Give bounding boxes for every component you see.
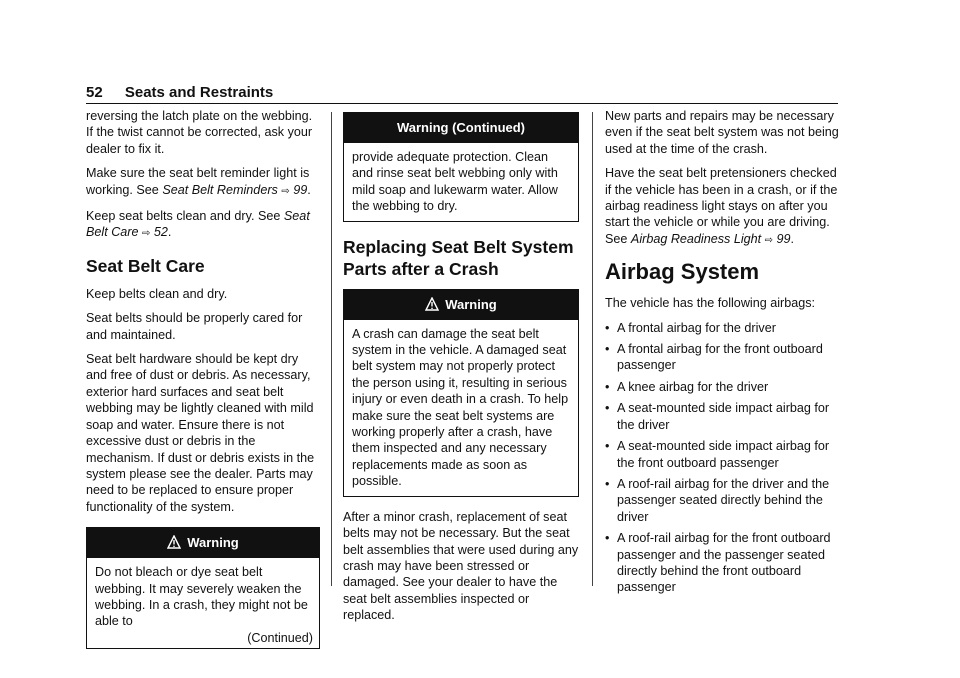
warning-header [344,290,578,320]
paragraph-text: Make sure the seat belt reminder light is working. See [86,166,310,197]
paragraph: After a minor crash, replacement of seat belts may not be necessary. But the seat belt assemblies that were used during any crash may have been stressed or damaged. See your dealer to have the seat belt assemblies inspected or replaced. [343,509,579,623]
page-ref[interactable]: 99 [293,182,308,197]
warning-box [86,527,320,649]
page-header [86,84,273,101]
warning-triangle-icon [167,535,181,549]
column-3 [605,108,841,601]
warning-header [87,528,319,558]
column-2 [343,112,579,632]
paragraph: Seat belts should be properly cared for and maintained. [86,311,303,342]
paragraph: Keep seat belts clean and dry. See Seat Belt Care ⇨ 52. [86,209,310,240]
list-item [605,476,841,525]
page-reference-arrow-icon: ⇨ [281,185,290,197]
paragraph-text: Keep seat belts clean and dry. See [86,209,284,224]
bullet-dot-icon: • [605,401,610,416]
bullet-dot-icon: • [605,439,610,454]
paragraph: Make sure the seat belt reminder light is working. See Seat Belt Reminders ⇨ 99. [86,166,311,197]
list-item-text: A seat-mounted side impact airbag for the driver [617,401,830,432]
warning-box-continued [343,112,579,222]
bullet-dot-icon: • [605,342,610,357]
warning-body: provide adequate protection. Clean and rinse seat belt webbing only with mild soap and lukewarm water. Allow the webbing to dry. [352,150,558,214]
page-ref[interactable]: 99 [776,231,791,246]
heading-seat-belt-care: Seat Belt Care [86,255,205,276]
warning-triangle-icon [425,297,439,311]
page-number: 52 [86,84,103,101]
paragraph: New parts and repairs may be necessary even if the seat belt system was not being used at the time of the crash. [605,109,839,156]
paragraph: Seat belt hardware should be kept dry and free of dust or debris. As necessary, exterior hard surfaces and seat belt webbing may be lightly cleaned with mild soap and water. Ensure there is not excessive dust or debris in the mechanism. If dust or debris exists in the system please see the dealer. Parts may need to be replaced to ensure proper functionality of the system. [86,352,315,514]
paragraph: reversing the latch plate on the webbing. If the twist cannot be corrected, ask your dealer to fix it. [86,109,313,156]
warning-body: A crash can damage the seat belt system in the vehicle. A damaged seat belt system may not properly protect the person using it, resulting in serious injury or even death in a crash. To help make sure the seat belt systems are working properly after a crash, have them inspected and any necessary replacements made as soon as possible. [352,326,569,489]
paragraph: The vehicle has the following airbags: [605,296,816,311]
bullet-dot-icon: • [605,379,610,394]
warning-header [344,113,578,143]
list-item [605,341,841,374]
header-rule [86,103,838,104]
list-item [605,320,841,336]
heading-airbag-system: Airbag System [605,259,760,285]
warning-title: Warning (Continued) [396,120,526,135]
list-item [605,530,841,596]
paragraph: Keep belts clean and dry. [86,286,228,301]
link-airbag-readiness-light[interactable]: Airbag Readiness Light [630,231,762,246]
page-reference-arrow-icon: ⇨ [142,228,151,240]
column-divider-1 [331,112,332,586]
warning-title: Warning [187,535,239,551]
heading-replacing-parts: Replacing Seat Belt System Parts after a Crash [343,236,574,279]
airbag-list [605,320,841,596]
warning-title: Warning [445,296,497,312]
list-item-text: A frontal airbag for the driver [617,320,776,335]
warning-box [343,289,579,497]
link-seat-belt-care[interactable]: Seat Belt Care [86,209,310,240]
list-item [605,400,841,433]
section-title: Seats and Restraints [124,84,274,101]
continued-label: (Continued) [247,630,313,645]
list-item-text: A roof-rail airbag for the front outboard passenger and the passenger seated directly behind the front outboard passenger [617,531,831,595]
paragraph: Have the seat belt pretensioners checked if the vehicle has been in a crash, or if the airbag readiness light stays on after you start the vehicle or while you are driving. See Airbag Readiness Light ⇨ 99. [605,166,838,246]
bullet-dot-icon: • [605,531,610,546]
paragraph-text: Have the seat belt pretensioners checked if the vehicle has been in a crash, or if the airbag readiness light stays on after you start the vehicle or while you are driving. See [605,166,838,246]
page-reference-arrow-icon: ⇨ [764,234,774,246]
list-item-text: A frontal airbag for the front outboard passenger [617,342,823,373]
list-item-text: A knee airbag for the driver [617,379,769,394]
column-divider-2 [592,112,593,586]
page-ref[interactable]: 52 [153,225,168,240]
list-item-text: A seat-mounted side impact airbag for the front outboard passenger [617,439,830,470]
bullet-dot-icon: • [605,476,610,491]
list-item [605,379,841,395]
column-1 [86,108,320,649]
list-item-text: A roof-rail airbag for the driver and the passenger seated directly behind the driver [617,476,830,524]
link-seat-belt-reminders[interactable]: Seat Belt Reminders [162,182,278,197]
list-item [605,438,841,471]
bullet-dot-icon: • [605,320,610,335]
warning-body: Do not bleach or dye seat belt webbing. It may severely weaken the webbing. In a crash, they might not be able to [95,565,308,629]
